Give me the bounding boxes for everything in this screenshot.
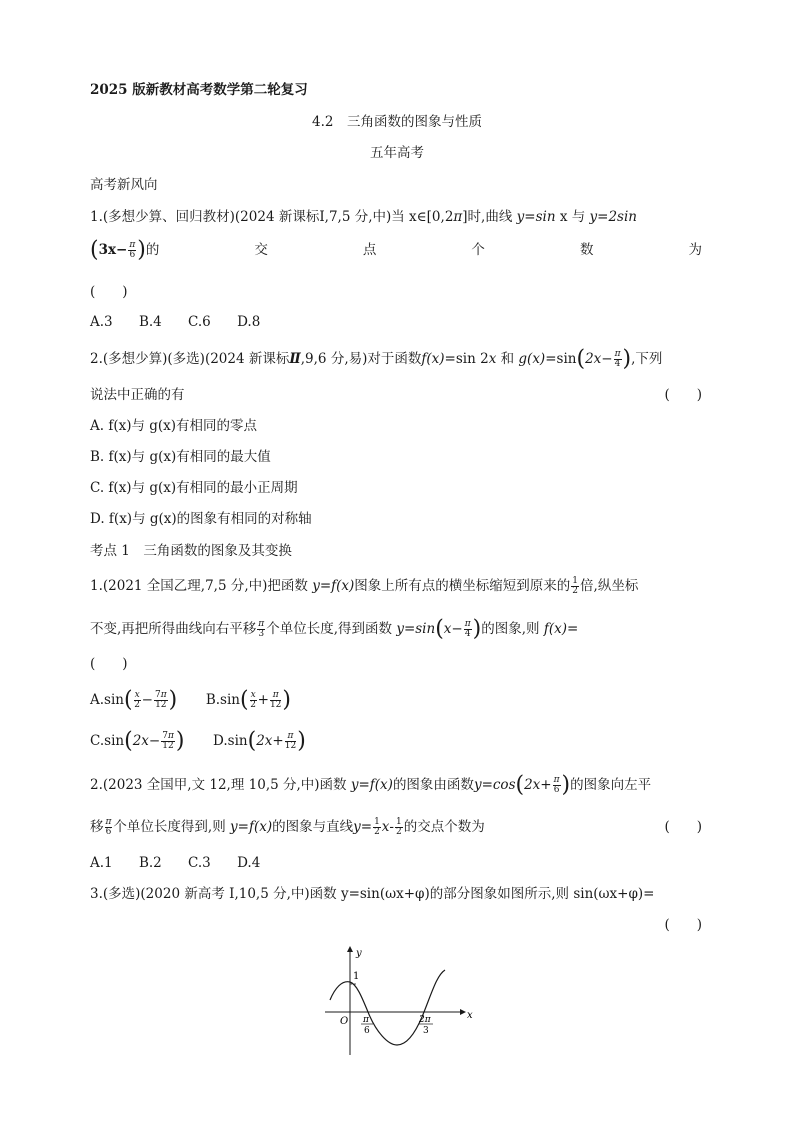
- q1-line1: 1.(多想少算、回归教材)(2024 新课标Ⅰ,7,5 分,中)当 x∈[0,2π]时,曲线 y=sin x 与 y=2sin: [90, 209, 637, 225]
- q1-bracket: ( ): [90, 284, 128, 300]
- x-axis-label: x: [467, 1010, 473, 1021]
- q2-option-d[interactable]: D. f(x)与 g(x)的图象有相同的对称轴: [90, 511, 312, 527]
- part-heading-1: 高考新风向: [90, 177, 158, 193]
- k1-option-b[interactable]: B.sin( $\frac{x}{2}$ + $\frac{\pi}{12}$ ): [205, 687, 291, 713]
- q1-option-d[interactable]: D.8: [237, 314, 261, 330]
- k2-option-d[interactable]: D.4: [237, 855, 261, 871]
- k2-options: [90, 853, 282, 873]
- y-axis-label: y: [356, 948, 362, 959]
- origin-label: O: [340, 1016, 349, 1027]
- q2-line1: 2.(多想少算)(多选)(2024 新课标Ⅱ,9,6 分,易)对于函数f(x)=sin 2x 和 g(x)=sin(2x− $\frac{\pi}{4}$ ),下列: [90, 346, 663, 372]
- sine-graph: [320, 940, 480, 1060]
- q1-options: [90, 312, 282, 332]
- q1-option-c[interactable]: C.6: [188, 314, 211, 330]
- header: 2025 版新教材高考数学第二轮复习: [90, 82, 308, 98]
- k3-line1: 3.(多选)(2020 新高考 Ⅰ,10,5 分,中)函数 y=sin(ωx+φ)的部分图象如图所示,则 sin(ωx+φ)=: [90, 886, 655, 902]
- k2-option-c[interactable]: C.3: [188, 855, 211, 871]
- k2-option-b[interactable]: B.2: [138, 855, 162, 871]
- q1-option-b[interactable]: B.4: [138, 314, 162, 330]
- one-label: 1: [353, 971, 360, 982]
- twopi-three-den: 3: [423, 1026, 429, 1036]
- q2-option-c[interactable]: C. f(x)与 g(x)有相同的最小正周期: [90, 480, 298, 496]
- k1-line2: 不变,再把所得曲线向右平移 $\frac{\pi}{3}$ 个单位长度,得到函数 y=sin(x− $\frac{\pi}{4}$ )的图象,则 f(x)=: [90, 616, 579, 642]
- q2-option-a[interactable]: A. f(x)与 g(x)有相同的零点: [90, 418, 258, 434]
- k1-line1: 1.(2021 全国乙理,7,5 分,中)把函数 y=f(x)图象上所有点的横坐标缩短到原来的 $\frac{1}{2}$ 倍,纵坐标: [90, 576, 639, 596]
- k1-option-c[interactable]: C.sin(2x− $\frac{7\pi}{12}$ ): [90, 728, 185, 754]
- q2-line2: 说法中正确的有 ( ): [90, 387, 702, 403]
- q1-line2: (3x− $\frac{\pi}{6}$ )的 交 点 个 数 为: [90, 237, 702, 263]
- twopi-three-num: 2π: [419, 1015, 431, 1025]
- k2-line2: 移 $\frac{\pi}{6}$ 个单位长度得到,则 y=f(x)的图象与直线y= $\frac{1}{2}$ x- $\frac{1}{2}$ 的交点个数为 ( ): [90, 817, 702, 837]
- k1-option-a[interactable]: A.sin( $\frac{x}{2}$ − $\frac{7\pi}{12}$ ): [90, 687, 178, 713]
- part-heading-2: 考点 1 三角函数的图象及其变换: [90, 543, 292, 559]
- pi-six-den: 6: [364, 1026, 370, 1036]
- pi-six-num: π: [363, 1015, 369, 1025]
- k2-option-a[interactable]: A.1: [90, 855, 113, 871]
- x-axis-arrow: [460, 1009, 466, 1015]
- section-title: 4.2 三角函数的图象与性质: [312, 114, 482, 130]
- k2-line1: 2.(2023 全国甲,文 12,理 10,5 分,中)函数 y=f(x)的图象由函数y=cos(2x+ $\frac{\pi}{6}$ )的图象向左平: [90, 772, 652, 798]
- q1-option-a[interactable]: A.3: [90, 314, 113, 330]
- k1-option-d[interactable]: D.sin(2x+ $\frac{\pi}{12}$ ): [213, 728, 306, 754]
- subtitle: 五年高考: [370, 145, 424, 161]
- y-axis-arrow: [347, 946, 353, 952]
- k1-options-ab: [90, 687, 291, 713]
- k1-bracket: ( ): [90, 656, 128, 672]
- q2-option-b[interactable]: B. f(x)与 g(x)有相同的最大值: [90, 449, 271, 465]
- k1-options-cd: [90, 728, 306, 754]
